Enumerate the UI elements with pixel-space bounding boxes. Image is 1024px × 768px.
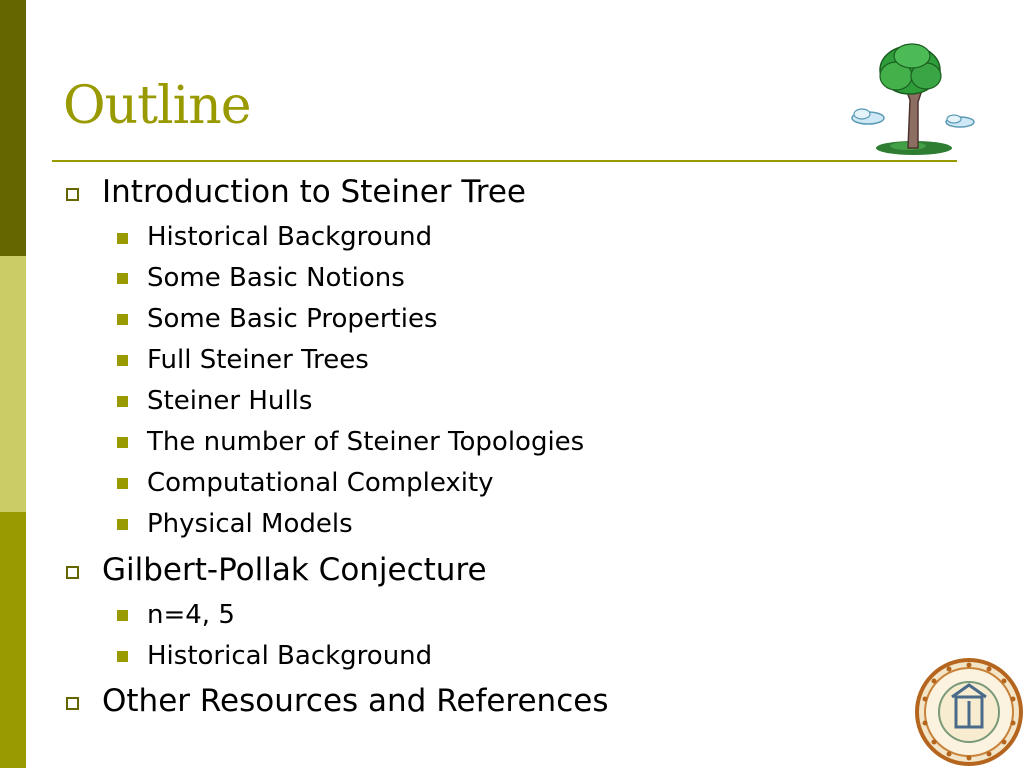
sidebar-stripe-dark (0, 0, 26, 256)
bullet-filled-icon (117, 355, 128, 366)
bullet-filled-icon (117, 478, 128, 489)
bullet-square-icon (66, 566, 79, 579)
slide-title: Outline (63, 76, 251, 136)
list-item: Historical Background (147, 222, 433, 252)
bullet-filled-icon (117, 610, 128, 621)
section-title: Introduction to Steiner Tree (102, 174, 526, 210)
tree-clipart-icon (848, 40, 980, 160)
bullet-filled-icon (117, 233, 128, 244)
list-item: Steiner Hulls (147, 386, 313, 416)
section-title: Gilbert-Pollak Conjecture (102, 552, 487, 588)
list-item: Full Steiner Trees (147, 345, 369, 375)
bullet-square-icon (66, 188, 79, 201)
section-title: Other Resources and References (102, 683, 609, 719)
university-seal-icon (914, 657, 1024, 767)
list-item: n=4, 5 (147, 600, 235, 630)
sidebar-stripe-olive (0, 512, 26, 768)
bullet-filled-icon (117, 519, 128, 530)
bullet-filled-icon (117, 273, 128, 284)
list-item: Some Basic Notions (147, 263, 405, 293)
bullet-filled-icon (117, 651, 128, 662)
bullet-filled-icon (117, 396, 128, 407)
list-item: Computational Complexity (147, 468, 494, 498)
list-item: Some Basic Properties (147, 304, 438, 334)
sidebar-stripe-light (0, 256, 26, 512)
bullet-square-icon (66, 697, 79, 710)
list-item: Historical Background (147, 641, 433, 671)
list-item: Physical Models (147, 509, 353, 539)
bullet-filled-icon (117, 314, 128, 325)
title-divider (52, 160, 957, 162)
list-item: The number of Steiner Topologies (147, 427, 585, 457)
bullet-filled-icon (117, 437, 128, 448)
